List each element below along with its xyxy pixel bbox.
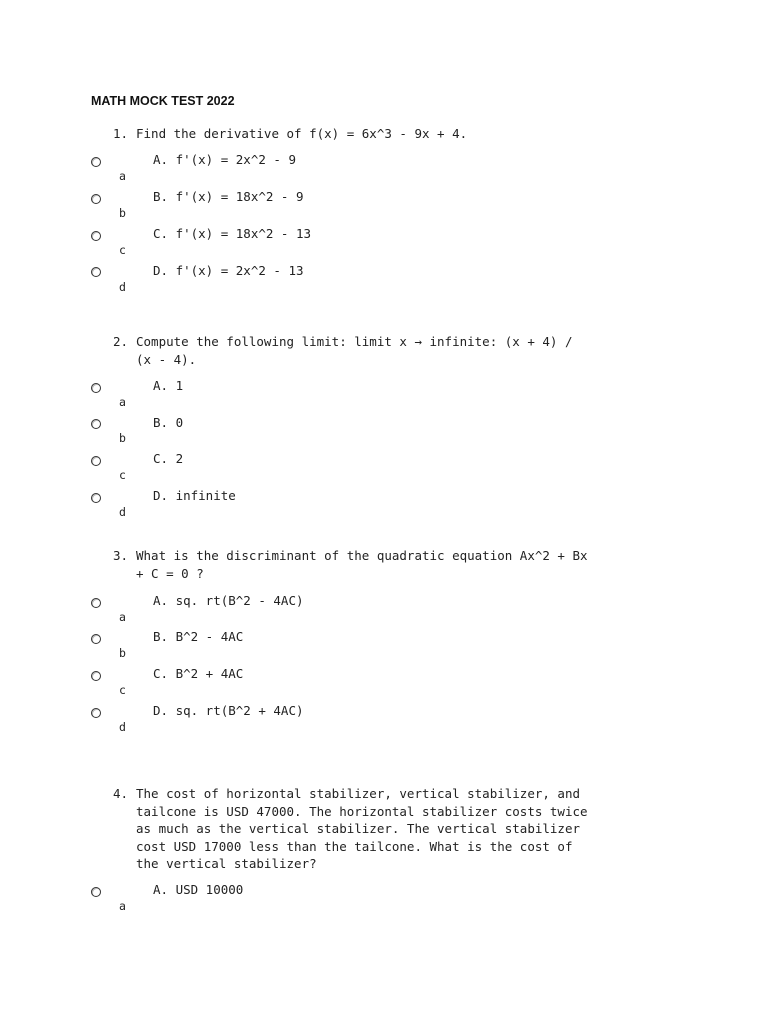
radio-q3-d[interactable]: [91, 708, 101, 718]
option-q3-c: C. B^2 + 4AC: [153, 666, 244, 681]
option-letter: c: [119, 468, 126, 482]
radio-q1-c[interactable]: [91, 231, 101, 241]
option-q2-b: B. 0: [153, 415, 184, 430]
radio-q1-a[interactable]: [91, 157, 101, 167]
question-number: 1.: [113, 126, 129, 141]
option-letter: a: [119, 395, 126, 409]
question-3: [113, 547, 713, 600]
option-q1-c: C. f'(x) = 18x^2 - 13: [153, 226, 312, 241]
option-q1-a: A. f'(x) = 2x^2 - 9: [153, 152, 296, 167]
option-letter: b: [119, 646, 126, 660]
option-q2-d: D. infinite: [153, 488, 236, 503]
option-letter: b: [119, 206, 126, 220]
question-number: 2.: [113, 334, 129, 349]
radio-q2-b[interactable]: [91, 419, 101, 429]
radio-q2-c[interactable]: [91, 456, 101, 466]
question-2: [113, 333, 713, 386]
option-q2-c: C. 2: [153, 451, 184, 466]
option-letter: b: [119, 431, 126, 445]
radio-q2-a[interactable]: [91, 383, 101, 393]
option-q2-a: A. 1: [153, 378, 184, 393]
radio-q1-b[interactable]: [91, 194, 101, 204]
option-q3-d: D. sq. rt(B^2 + 4AC): [153, 703, 304, 718]
page-title: MATH MOCK TEST 2022: [91, 94, 235, 108]
option-letter: c: [119, 243, 126, 257]
radio-q3-c[interactable]: [91, 671, 101, 681]
radio-q4-a[interactable]: [91, 887, 101, 897]
question-text: Compute the following limit: limit x → infinite: (x + 4) / (x - 4).: [136, 334, 573, 367]
question-text: What is the discriminant of the quadratic equation Ax^2 + Bx + C = 0 ?: [136, 548, 588, 581]
option-q4-a: A. USD 10000: [153, 882, 244, 897]
option-q1-b: B. f'(x) = 18x^2 - 9: [153, 189, 304, 204]
option-letter: d: [119, 505, 126, 519]
option-letter: a: [119, 169, 126, 183]
option-letter: d: [119, 280, 126, 294]
option-q1-d: D. f'(x) = 2x^2 - 13: [153, 263, 304, 278]
radio-q3-b[interactable]: [91, 634, 101, 644]
question-text: The cost of horizontal stabilizer, vertical stabilizer, and tailcone is USD 47000. The horizontal stabilizer costs twice as much as the vertical stabilizer. The vertical stabilizer cost USD 17000 less than the tailcone. What is the cost of the vertical stabilizer?: [136, 786, 588, 871]
option-letter: a: [119, 899, 126, 913]
radio-q2-d[interactable]: [91, 493, 101, 503]
question-number: 4.: [113, 786, 129, 801]
option-q3-a: A. sq. rt(B^2 - 4AC): [153, 593, 304, 608]
question-number: 3.: [113, 548, 129, 563]
radio-q1-d[interactable]: [91, 267, 101, 277]
option-letter: c: [119, 683, 126, 697]
radio-q3-a[interactable]: [91, 598, 101, 608]
option-letter: a: [119, 610, 126, 624]
option-q3-b: B. B^2 - 4AC: [153, 629, 244, 644]
question-4: [113, 785, 713, 871]
question-text: Find the derivative of f(x) = 6x^3 - 9x + 4.: [136, 126, 468, 141]
option-letter: d: [119, 720, 126, 734]
